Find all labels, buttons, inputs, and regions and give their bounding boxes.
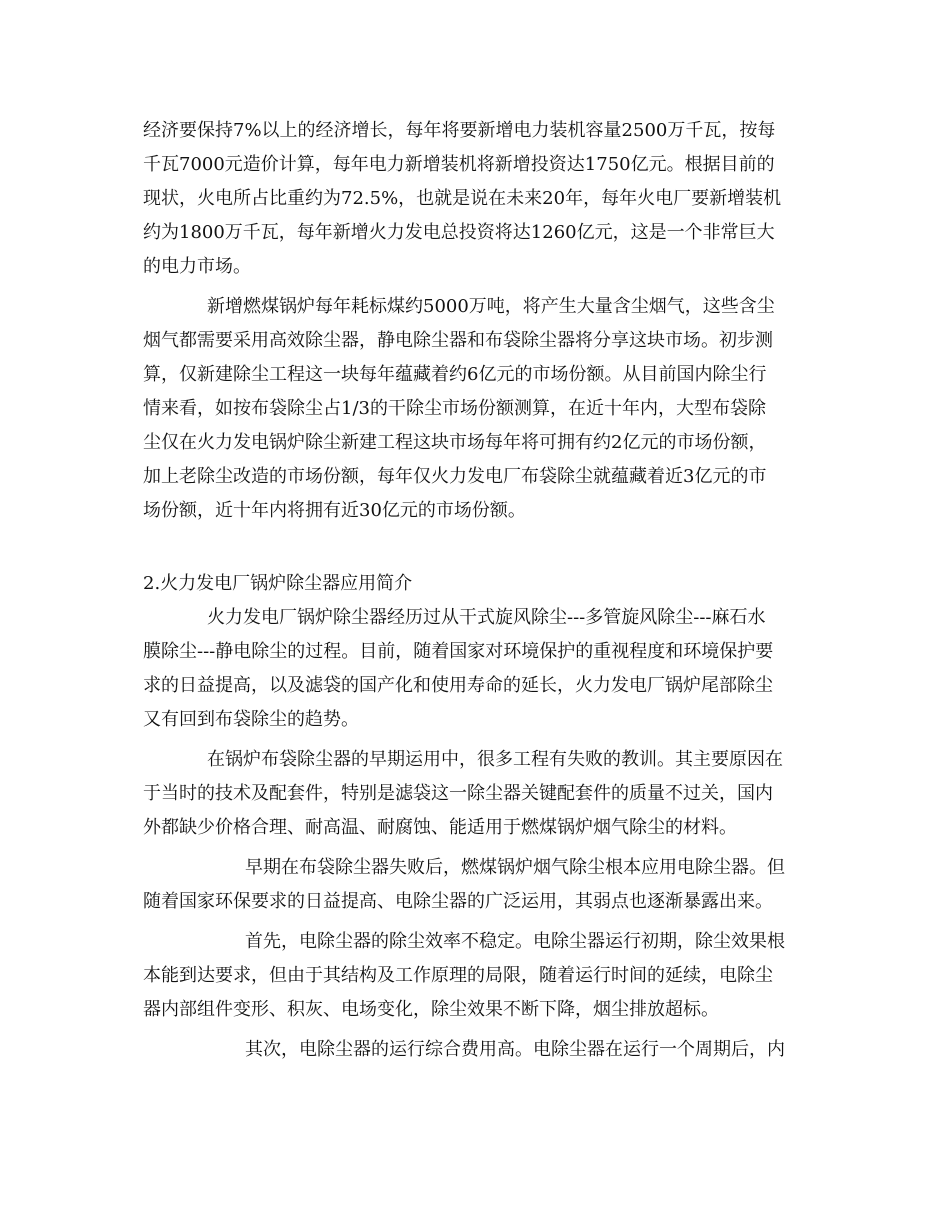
- text-line: 新增燃煤锅炉每年耗标煤约5000万吨，将产生大量含尘烟气，这些含尘: [207, 296, 775, 317]
- text-line: 情来看，如按布袋除尘占1/3的干除尘市场份额测算，在近十年内，大型布袋除: [143, 398, 766, 419]
- text-line: 本能到达要求，但由于其结构及工作原理的局限，随着运行时间的延续，电除尘: [143, 965, 773, 986]
- text-line: 千瓦7000元造价计算，每年电力新增装机将新增投资达1750亿元。根据目前的: [143, 154, 775, 175]
- text-line: 算，仅新建除尘工程这一块每年蕴藏着约6亿元的市场份额。从目前国内除尘行: [143, 364, 767, 385]
- text-line: 早期在布袋除尘器失败后，燃煤锅炉烟气除尘根本应用电除尘器。但: [245, 857, 785, 878]
- text-line: 经济要保持7%以上的经济增长，每年将要新增电力装机容量2500万千瓦，按每: [143, 120, 776, 141]
- text-line: 尘仅在火力发电锅炉除尘新建工程这块市场每年将可拥有约2亿元的市场份额，: [143, 432, 767, 453]
- text-line: 现状，火电所占比重约为72.5%，也就是说在未来20年，每年火电厂要新增装机: [143, 188, 782, 209]
- text-line: 在锅炉布袋除尘器的早期运用中，很多工程有失败的教训。其主要原因在: [207, 749, 783, 770]
- text-line: 器内部组件变形、积灰、电场变化，除尘效果不断下降，烟尘排放超标。: [143, 999, 719, 1020]
- text-line: 火力发电厂锅炉除尘器经历过从干式旋风除尘---多管旋风除尘---麻石水: [207, 607, 766, 628]
- text-line: 又有回到布袋除尘的趋势。: [143, 709, 359, 730]
- text-line: 于当时的技术及配套件，特别是滤袋这一除尘器关键配套件的质量不过关，国内: [143, 783, 773, 804]
- text-line: 加上老除尘改造的市场份额，每年仅火力发电厂布袋除尘就蕴藏着近3亿元的市: [143, 466, 767, 487]
- text-line: 随着国家环保要求的日益提高、电除尘器的广泛运用，其弱点也逐渐暴露出来。: [143, 891, 773, 912]
- text-line: 首先，电除尘器的除尘效率不稳定。电除尘器运行初期，除尘效果根: [245, 931, 785, 952]
- text-line: 的电力市场。: [143, 256, 251, 277]
- text-line: 其次，电除尘器的运行综合费用高。电除尘器在运行一个周期后，内: [245, 1039, 785, 1060]
- section-heading: 2.火力发电厂锅炉除尘器应用简介: [143, 573, 413, 594]
- text-line: 烟气都需要采用高效除尘器，静电除尘器和布袋除尘器将分享这块市场。初步测: [143, 330, 773, 351]
- text-line: 外都缺少价格合理、耐高温、耐腐蚀、能适用于燃煤锅炉烟气除尘的材料。: [143, 817, 737, 838]
- text-line: 求的日益提高，以及滤袋的国产化和使用寿命的延长，火力发电厂锅炉尾部除尘: [143, 675, 773, 696]
- text-line: 膜除尘---静电除尘的过程。目前，随着国家对环境保护的重视程度和环境保护要: [143, 641, 774, 662]
- text-line: 约为1800万千瓦，每年新增火力发电总投资将达1260亿元，这是一个非常巨大: [143, 222, 775, 243]
- text-line: 场份额，近十年内将拥有近30亿元的市场份额。: [143, 500, 526, 521]
